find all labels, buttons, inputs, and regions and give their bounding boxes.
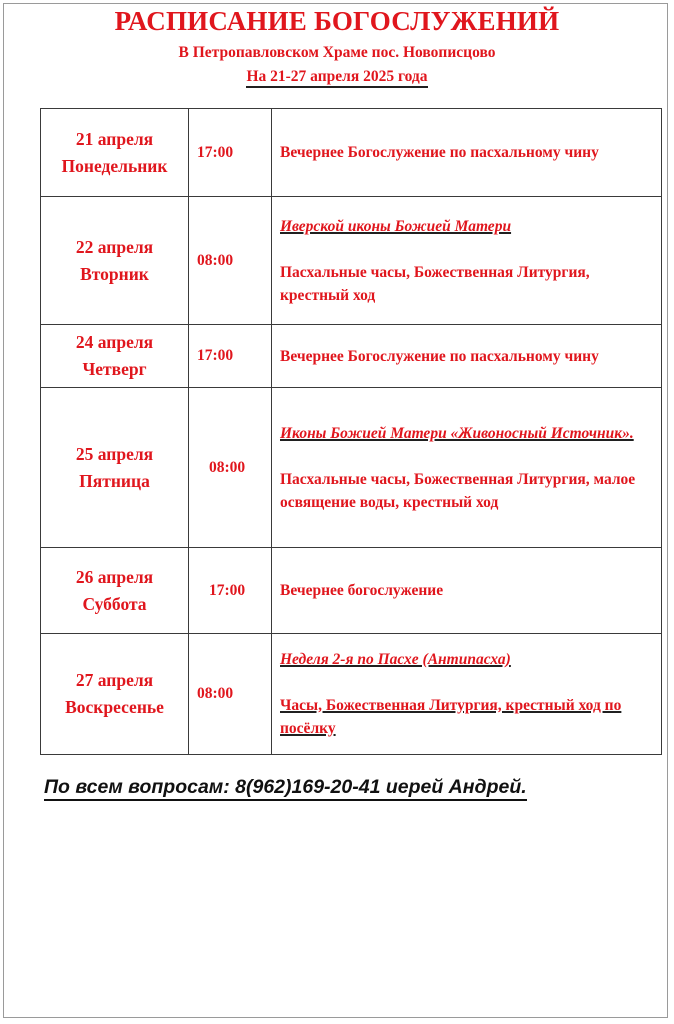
table-row [41, 109, 662, 197]
time-cell: 08:00 [189, 388, 272, 548]
time-cell: 08:00 [189, 634, 272, 755]
service-cell [272, 388, 662, 548]
day-cell [41, 634, 189, 755]
service-cell [272, 548, 662, 634]
day-weekday: Суббота [82, 593, 147, 614]
day-date: 26 апреля [75, 566, 154, 587]
table-row [41, 634, 662, 755]
table-row [41, 325, 662, 388]
day-date: 22 апреля [75, 236, 154, 257]
service-text: Пасхальные часы, Божественная Литургия, малое освящение воды, крестный ход [280, 470, 636, 511]
day-date: 27 апреля [75, 670, 154, 690]
service-text: Вечернее Богослужение по пасхальному чину [280, 144, 599, 161]
feast-name: Неделя 2-я по Пасхе (Антипасха) [280, 651, 511, 668]
table-row [41, 388, 662, 548]
time-cell: 17:00 [189, 325, 272, 388]
service-cell [272, 325, 662, 388]
service-text: Вечернее Богослужение по пасхальному чину [280, 347, 599, 365]
time-cell: 17:00 [189, 109, 272, 197]
service-cell [272, 197, 662, 325]
day-weekday: Четверг [82, 359, 147, 379]
time-cell: 08:00 [189, 197, 272, 325]
date-range-text: На 21-27 апреля 2025 года [246, 68, 427, 88]
feast-name: Иверской иконы Божией Матери [280, 217, 512, 235]
feast-name: Иконы Божией Матери «Живоносный Источник». [280, 424, 634, 442]
day-cell [41, 388, 189, 548]
day-cell [41, 325, 189, 388]
day-date: 25 апреля [75, 443, 154, 464]
time-cell: 17:00 [189, 548, 272, 634]
contact-line: По всем вопросам: 8(962)169-20-41 иерей Андрей. [44, 775, 527, 801]
day-cell [41, 548, 189, 634]
day-weekday: Вторник [80, 263, 149, 284]
table-row [41, 197, 662, 325]
schedule-table [40, 108, 662, 755]
day-cell [41, 197, 189, 325]
service-cell [272, 109, 662, 197]
table-row [41, 548, 662, 634]
service-text: Пасхальные часы, Божественная Литургия, крестный ход [280, 263, 590, 304]
service-text: Вечернее богослужение [280, 582, 444, 599]
date-range [0, 68, 674, 86]
church-subtitle: В Петропавловском Храме пос. Новописцово [178, 44, 496, 61]
page-title: РАСПИСАНИЕ БОГОСЛУЖЕНИЙ [114, 6, 560, 36]
service-text: Часы, Божественная Литургия, крестный ход по посёлку [280, 697, 622, 737]
day-date: 24 апреля [75, 332, 154, 352]
day-date: 21 апреля [75, 128, 154, 149]
day-weekday: Понедельник [61, 155, 168, 176]
service-cell [272, 634, 662, 755]
day-cell [41, 109, 189, 197]
day-weekday: Воскресенье [65, 697, 164, 717]
day-weekday: Пятница [79, 470, 150, 491]
